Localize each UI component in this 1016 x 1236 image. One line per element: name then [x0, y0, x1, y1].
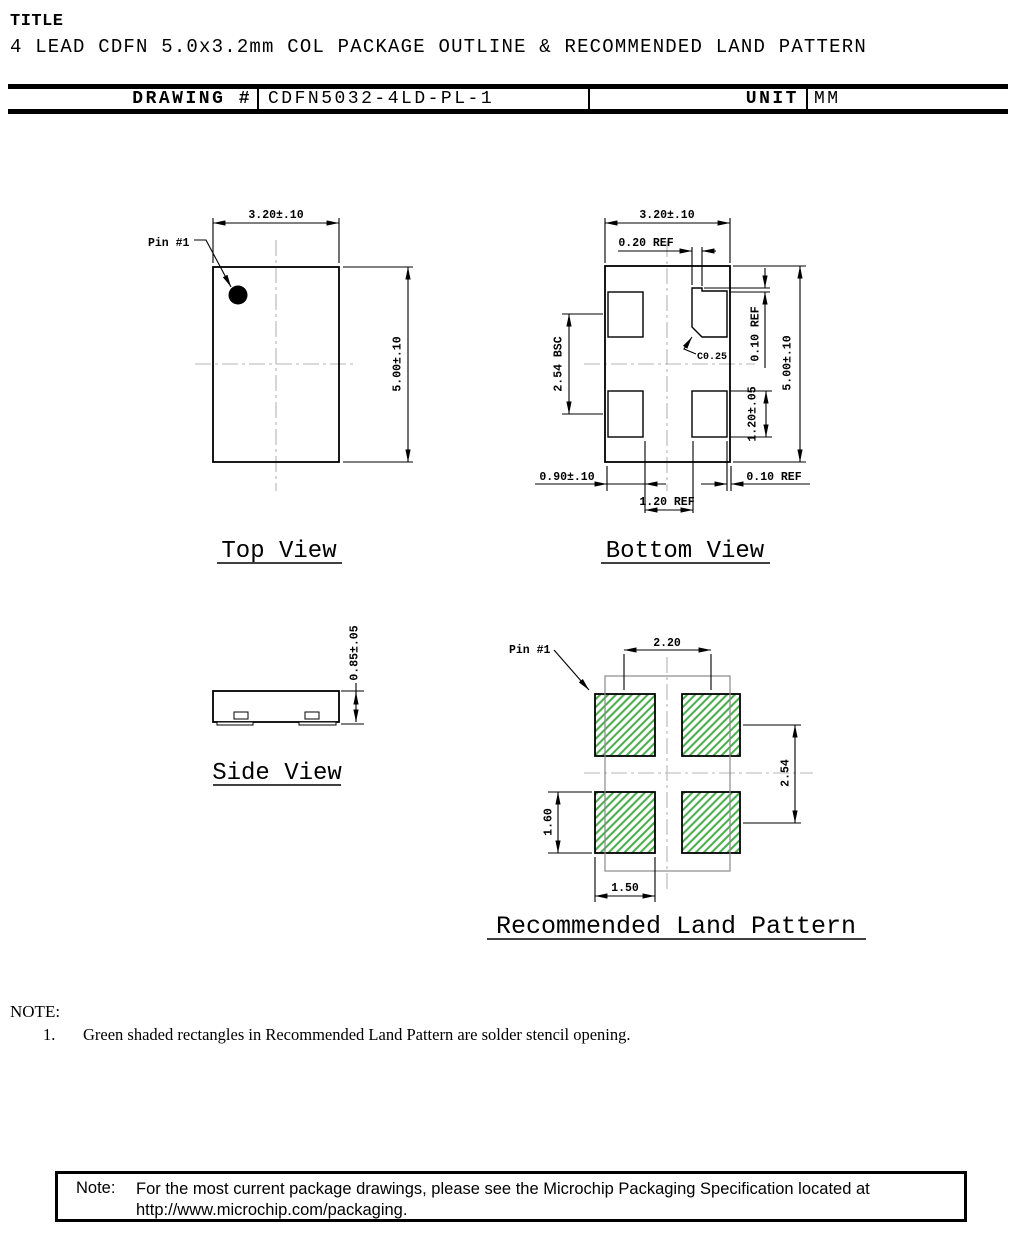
package-body: [213, 691, 339, 722]
svg-text:5.00±.10: 5.00±.10: [781, 335, 795, 391]
svg-text:5.00±.10: 5.00±.10: [391, 336, 405, 392]
svg-text:2.20: 2.20: [653, 637, 681, 650]
svg-text:3.20±.10: 3.20±.10: [639, 209, 695, 222]
svg-text:0.10 REF: 0.10 REF: [746, 471, 802, 484]
note-item-number: 1.: [43, 1025, 56, 1044]
stencil-pad-bottom-right: [682, 792, 740, 853]
bottom-pad-left: [217, 722, 253, 725]
svg-text:2.54: 2.54: [779, 759, 793, 787]
svg-text:0.10 REF: 0.10 REF: [749, 306, 763, 362]
footer-note-box: [55, 1171, 967, 1222]
footer-note-line1: For the most current package drawings, please see the Microchip Packaging Specification located at: [136, 1180, 870, 1198]
dim-pad-height: [543, 792, 593, 853]
dim-pad-y-pitch: [743, 725, 801, 823]
side-view-title: Side View: [212, 760, 342, 787]
dim-body-height: [733, 266, 806, 462]
unit-value: MM: [814, 89, 841, 109]
dim-edge-pullback: [701, 441, 810, 491]
lead-right: [305, 712, 319, 719]
land-pattern-view: [487, 637, 866, 941]
svg-text:1.50: 1.50: [611, 882, 639, 895]
footer-note-text: [136, 1179, 870, 1221]
drawing-title: 4 LEAD CDFN 5.0x3.2mm COL PACKAGE OUTLINE & RECOMMENDED LAND PATTERN: [10, 36, 867, 58]
stencil-pad-top-left: [595, 694, 655, 756]
dim-body-height: [343, 267, 413, 462]
lead-left: [234, 712, 248, 719]
pin1-leader-arrow: [554, 650, 589, 690]
pin1-dot: [229, 286, 248, 305]
pad-top-left: [608, 292, 643, 337]
svg-text:0.90±.10: 0.90±.10: [539, 471, 595, 484]
drawing-number-label: DRAWING #: [132, 89, 252, 109]
unit-label: UNIT: [745, 89, 799, 109]
note-item-text: Green shaded rectangles in Recommended Land Pattern are solder stencil opening.: [83, 1025, 631, 1044]
title-label: TITLE: [10, 12, 64, 31]
chamfer-leader-arrow: [684, 337, 696, 354]
note-heading: NOTE:: [10, 1002, 61, 1021]
svg-text:1.20±.05: 1.20±.05: [746, 386, 760, 442]
pin1-label: Pin #1: [509, 644, 551, 657]
dim-thickness: [341, 625, 364, 724]
stencil-pad-top-right: [682, 694, 740, 756]
bottom-view-title: Bottom View: [605, 538, 765, 565]
chamfer-label: C0.25: [697, 352, 728, 363]
pad-pin1-chamfered: [692, 288, 727, 337]
pin1-label: Pin #1: [148, 237, 190, 250]
dim-pad-width: [595, 857, 655, 902]
svg-text:3.20±.10: 3.20±.10: [248, 209, 304, 222]
svg-text:0.20 REF: 0.20 REF: [618, 237, 674, 250]
land-pattern-title: Recommended Land Pattern: [495, 912, 857, 941]
svg-text:0.85±.05: 0.85±.05: [348, 625, 362, 681]
drawing-number-value: CDFN5032-4LD-PL-1: [268, 89, 495, 109]
dim-pad-length: [730, 386, 772, 441]
top-view-title: Top View: [221, 538, 337, 565]
svg-text:1.60: 1.60: [542, 808, 556, 836]
svg-text:1.20 REF: 1.20 REF: [639, 496, 695, 509]
footer-note-label: Note:: [76, 1179, 116, 1197]
stencil-pad-bottom-left: [595, 792, 655, 853]
top-view: [148, 209, 413, 565]
svg-text:2.54 BSC: 2.54 BSC: [552, 336, 566, 392]
footer-note-line2: http://www.microchip.com/packaging.: [136, 1201, 408, 1219]
side-view: [212, 625, 364, 787]
bottom-view: [535, 209, 810, 565]
pad-bottom-right: [692, 391, 727, 437]
bottom-pad-right: [299, 722, 336, 725]
pad-bottom-left: [608, 391, 643, 437]
